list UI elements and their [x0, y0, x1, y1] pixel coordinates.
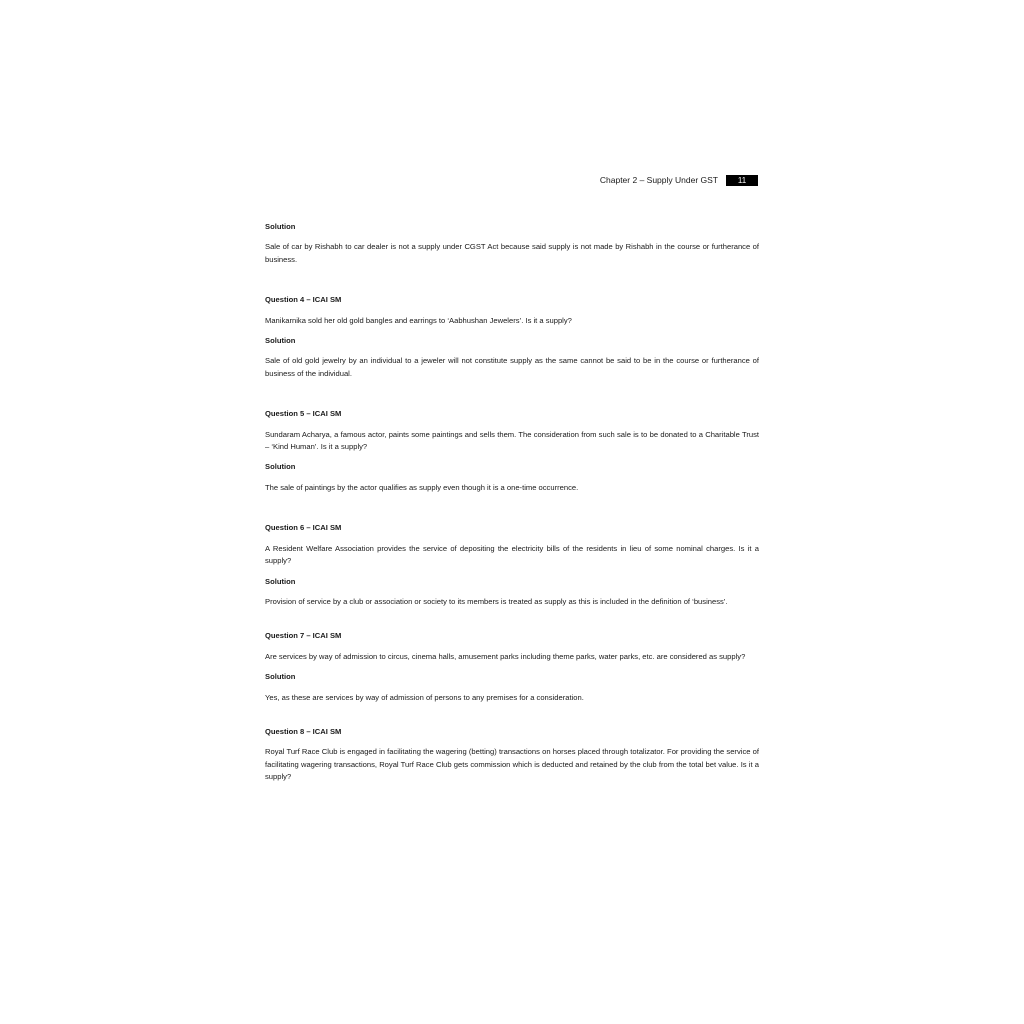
- question-heading: Question 7 – ICAI SM: [265, 631, 342, 641]
- question-heading: Question 4 – ICAI SM: [265, 295, 342, 305]
- solution-paragraph: The sale of paintings by the actor qualifies as supply even though it is a one-time occurrence.: [265, 482, 579, 492]
- question-paragraph: Royal Turf Race Club is engaged in facilitating the wagering (betting) transactions on horses placed through totalizator. For providing the service of facilitating wagering transactions, Royal Turf Race Club gets commission which is deducted and retained by the club from the total bet value. Is it a supply?: [265, 747, 759, 782]
- chapter-title: Chapter 2 – Supply Under GST: [599, 175, 718, 185]
- solution-paragraph: Sale of old gold jewelry by an individual to a jeweler will not constitute supply as the same cannot be said to be in the course or furtherance of business of the individual.: [265, 356, 759, 378]
- question-paragraph: A Resident Welfare Association provides the service of depositing the electricity bills of the residents in lieu of some nominal charges. Is it a supply?: [265, 543, 759, 566]
- question-paragraph: Sundaram Acharya, a famous actor, paints some paintings and sells them. The consideration from such sale is to be donated to a Charitable Trust – ‘Kind Human’. Is it a supply?: [265, 429, 759, 452]
- solution-paragraph: Yes, as these are services by way of admission of persons to any premises for a consideration.: [265, 692, 584, 702]
- question-heading: Question 6 – ICAI SM: [265, 523, 342, 533]
- question-heading: Question 5 – ICAI SM: [265, 409, 342, 419]
- solution-heading: Solution: [265, 222, 296, 231]
- solution-heading: Solution: [265, 672, 296, 682]
- page-content: [265, 221, 759, 784]
- solution-heading: Solution: [265, 462, 296, 472]
- question-paragraph: Manikarnika sold her old gold bangles and earrings to ‘Aabhushan Jewelers’. Is it a supply?: [265, 315, 572, 325]
- running-header: [265, 175, 758, 186]
- question-heading: Question 8 – ICAI SM: [265, 726, 342, 736]
- question-paragraph: Are services by way of admission to circus, cinema halls, amusement parks including theme parks, water parks, etc. are considered as supply?: [265, 651, 746, 661]
- page-number: 11: [726, 175, 758, 186]
- solution-paragraph: Provision of service by a club or association or society to its members is treated as supply as this is included in the definition of ‘business’.: [265, 596, 728, 606]
- solution-heading: Solution: [265, 336, 296, 346]
- solution-paragraph: Sale of car by Rishabh to car dealer is not a supply under CGST Act because said supply is not made by Rishabh in the course or furtherance of business.: [265, 242, 759, 264]
- solution-heading: Solution: [265, 576, 296, 586]
